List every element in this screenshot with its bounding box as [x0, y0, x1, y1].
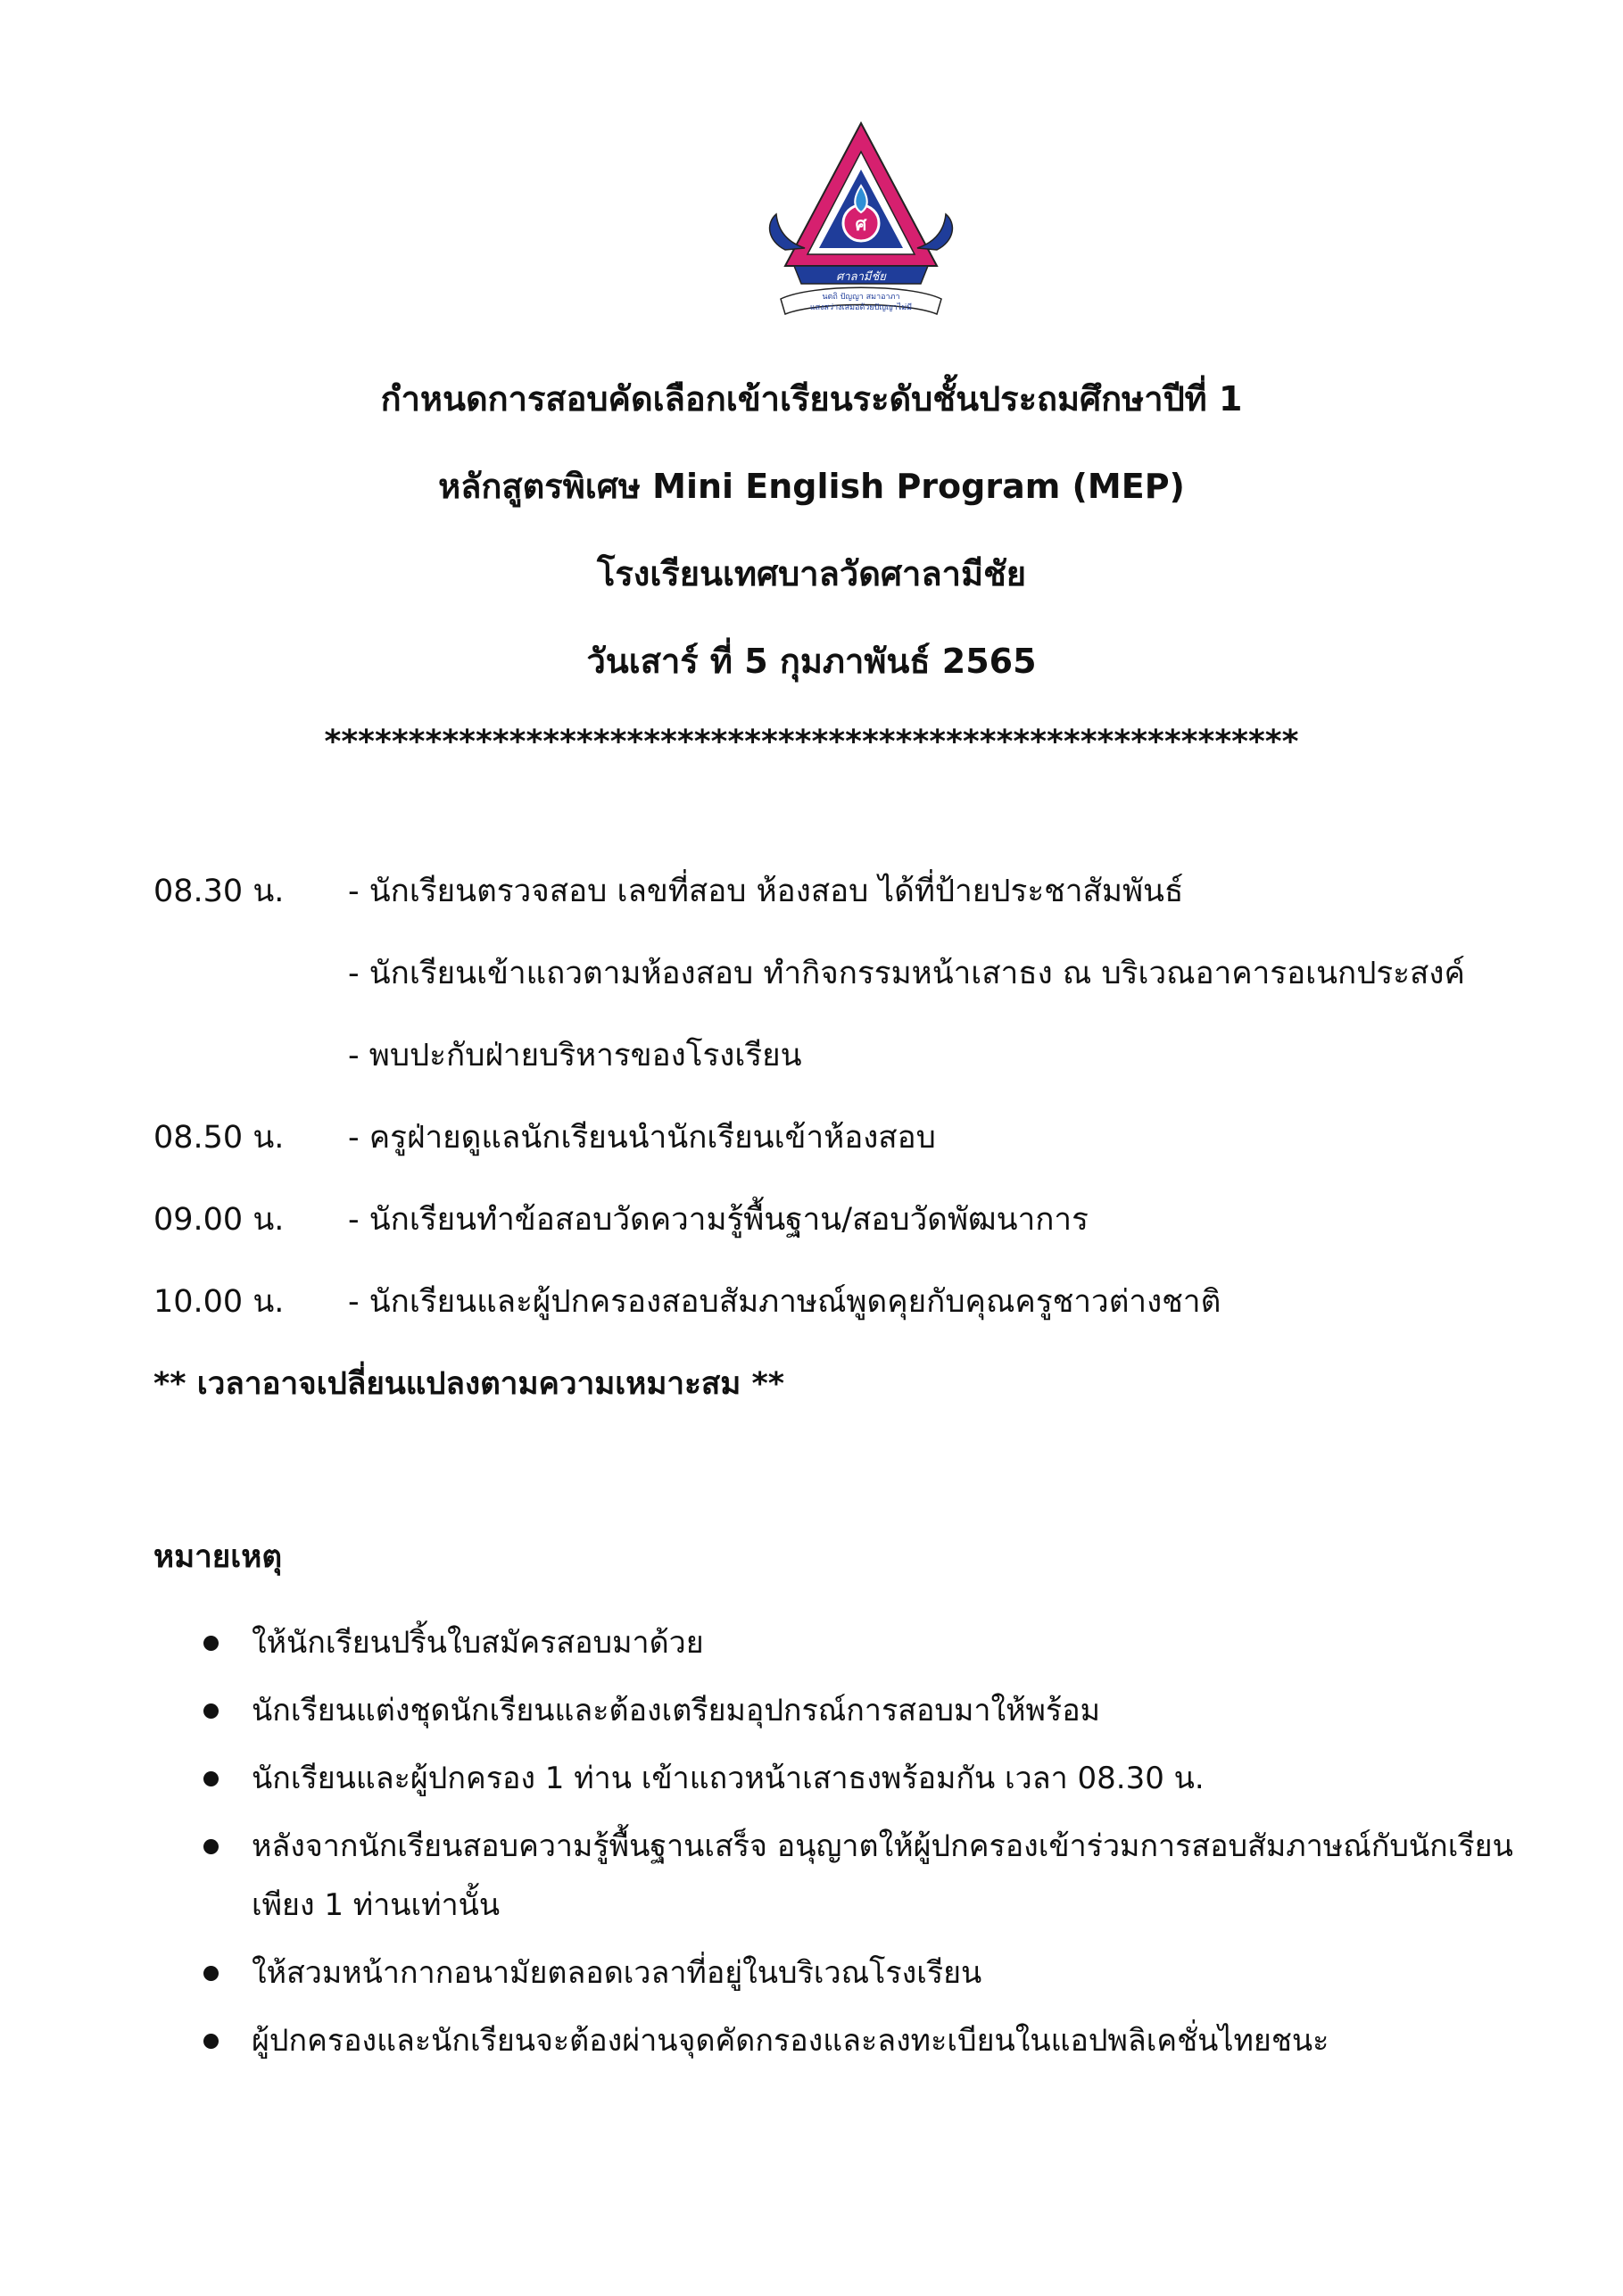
schedule-item: - นักเรียนเข้าแถวตามห้องสอบ ทำกิจกรรมหน้าเสาธง ณ บริเวณอาคารอเนกประสงค์	[348, 956, 1465, 991]
school-name: โรงเรียนเทศบาลวัดศาลามีชัย	[596, 554, 1027, 593]
logo-emblem-letter: ศ	[855, 213, 867, 235]
schedule-item: - นักเรียนและผู้ปกครองสอบสัมภาษณ์พูดคุยกับคุณครูชาวต่างชาติ	[348, 1284, 1221, 1320]
logo-motto-line1: นตถิ ปัญญา สมาอาภา	[822, 293, 900, 302]
separator-stars: **********************************************************	[324, 724, 1299, 760]
schedule-time: 10.00 น.	[153, 1284, 285, 1320]
bullet-icon	[203, 1839, 219, 1854]
note-text: ให้สวมหน้ากากอนามัยตลอดเวลาที่อยู่ในบริเวณโรงเรียน	[252, 1955, 982, 1991]
note-text: ให้นักเรียนปริ้นใบสมัครสอบมาด้วย	[252, 1625, 704, 1661]
bullet-icon	[203, 1703, 219, 1719]
schedule-time: 08.30 น.	[153, 874, 285, 909]
note-text: หลังจากนักเรียนสอบความรู้พื้นฐานเสร็จ อนุญาตให้ผู้ปกครองเข้าร่วมการสอบสัมภาษณ์กับนักเรียน เพียง 1 ท่านเท่านั้น	[252, 1828, 1513, 1923]
schedule-item: - นักเรียนตรวจสอบ เลขที่สอบ ห้องสอบ ได้ที่ป้ายประชาสัมพันธ์	[348, 874, 1184, 909]
bullet-icon	[203, 2034, 219, 2049]
list-item	[203, 1944, 1524, 2002]
time-change-remark: ** เวลาอาจเปลี่ยนแปลงตามความเหมาะสม **	[153, 1366, 785, 1402]
document-title: กำหนดการสอบคัดเลือกเข้าเรียนระดับชั้นประถมศึกษาปีที่ 1	[380, 379, 1243, 419]
note-text: ผู้ปกครองและนักเรียนจะต้องผ่านจุดคัดกรองและลงทะเบียนในแอปพลิเคชั่นไทยชนะ	[252, 2023, 1329, 2059]
note-text: นักเรียนและผู้ปกครอง 1 ท่าน เข้าแถวหน้าเสาธงพร้อมกัน เวลา 08.30 น.	[252, 1761, 1205, 1796]
logo-motto-line2: แสงสว่างเสมอด้วยปัญญาไม่มี	[809, 303, 913, 312]
logo-banner-text: ศาลามีชัย	[836, 270, 886, 284]
list-item	[203, 2011, 1524, 2070]
bullet-icon	[203, 1636, 219, 1651]
schedule-item: - ครูฝ่ายดูแลนักเรียนนำนักเรียนเข้าห้องสอบ	[348, 1120, 936, 1156]
list-item	[203, 1749, 1524, 1808]
schedule-time: 08.50 น.	[153, 1120, 285, 1156]
exam-date: วันเสาร์ ที่ 5 กุมภาพันธ์ 2565	[586, 642, 1037, 681]
schedule-item: - พบปะกับฝ่ายบริหารของโรงเรียน	[348, 1038, 802, 1073]
notes-title: หมายเหตุ	[153, 1539, 283, 1575]
bullet-icon	[203, 1966, 219, 1981]
program-name: หลักสูตรพิเศษ Mini English Program (MEP)	[438, 467, 1185, 506]
schedule-time: 09.00 น.	[153, 1202, 285, 1238]
bullet-icon	[203, 1771, 219, 1786]
list-item	[203, 1681, 1524, 1740]
notes-list	[203, 1613, 1524, 2079]
schedule-item: - นักเรียนทำข้อสอบวัดความรู้พื้นฐาน/สอบวัดพัฒนาการ	[348, 1202, 1089, 1238]
list-item	[203, 1817, 1524, 1935]
school-logo	[758, 116, 964, 321]
list-item	[203, 1613, 1524, 1672]
note-text: นักเรียนแต่งชุดนักเรียนและต้องเตรียมอุปกรณ์การสอบมาให้พร้อม	[252, 1693, 1101, 1728]
